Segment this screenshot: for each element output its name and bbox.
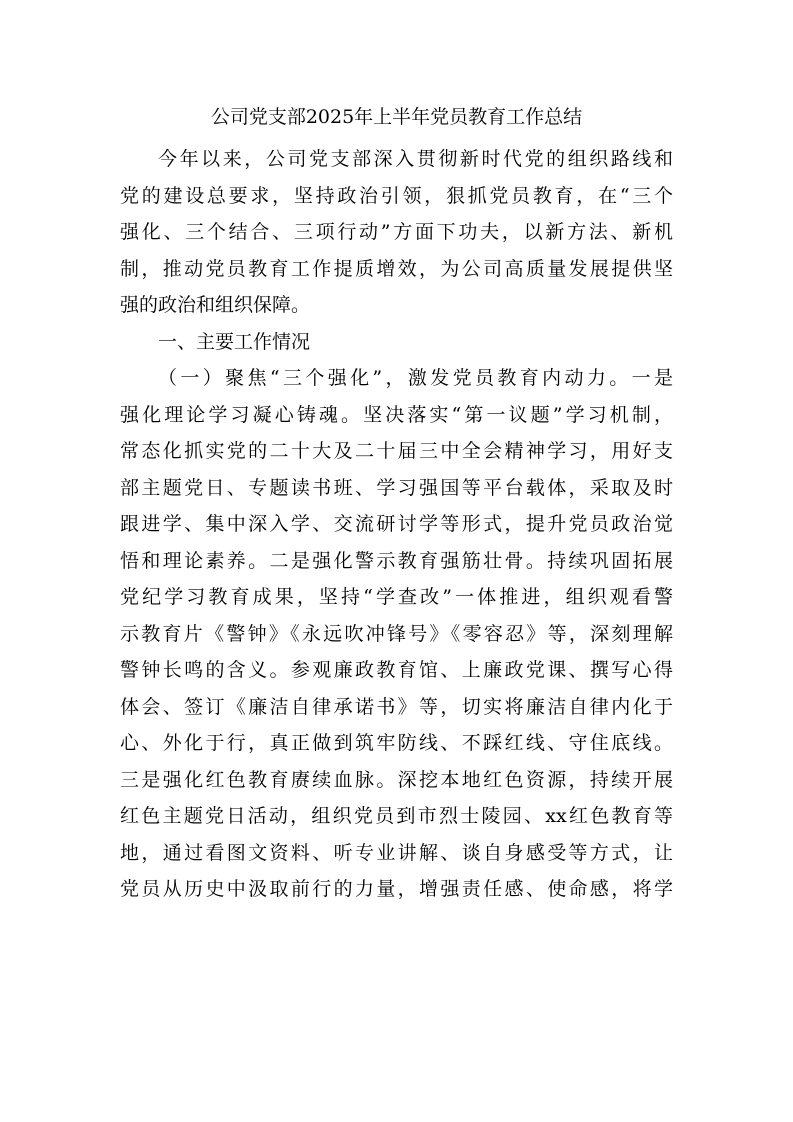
paragraph-line: （一）聚焦“三个强化”，激发党员教育内动力。一是	[158, 367, 673, 389]
paragraph-line: 强的政治和组织保障。	[120, 294, 311, 316]
paragraph-line: 悟和理论素养。二是强化警示教育强筋壮骨。持续巩固拓展	[120, 549, 673, 572]
paragraph-line: 强化理论学习凝心铸魂。坚决落实“第一议题”学习机制，	[120, 403, 673, 426]
paragraph-line: 心、外化于行，真正做到筑牢防线、不踩红线、守住底线。	[120, 732, 673, 754]
paragraph-line: 强化、三个结合、三项行动”方面下功夫，以新方法、新机	[120, 221, 673, 243]
paragraph-line: 制，推动党员教育工作提质增效，为公司高质量发展提供坚	[120, 257, 673, 280]
paragraph-line: 党的建设总要求，坚持政治引领，狠抓党员教育，在“三个	[120, 184, 673, 207]
paragraph-line: 示教育片《警钟》《永远吹冲锋号》《零容忍》等，深刻理解	[120, 622, 673, 645]
paragraph-line: 部主题党日、专题读书班、学习强国等平台载体，采取及时	[120, 476, 673, 499]
paragraph-line: 党纪学习教育成果，坚持“学查改”一体推进，组织观看警	[120, 586, 673, 608]
document-body	[120, 141, 673, 908]
paragraph-line: 体会、签订《廉洁自律承诺书》等，切实将廉洁自律内化于	[120, 695, 673, 718]
paragraph-line: 三是强化红色教育赓续血脉。深挖本地红色资源，持续开展	[120, 768, 673, 791]
document-title: 公司党支部2025年上半年党员教育工作总结	[210, 106, 583, 128]
paragraph-line: 地，通过看图文资料、听专业讲解、谈自身感受等方式，让	[120, 841, 673, 864]
paragraph-line: 跟进学、集中深入学、交流研讨学等形式，提升党员政治觉	[120, 513, 673, 535]
paragraph-line: 党员从历史中汲取前行的力量，增强责任感、使命感，将学	[120, 878, 673, 900]
paragraph-line: 常态化抓实党的二十大及二十届三中全会精神学习，用好支	[120, 440, 673, 462]
paragraph-line: 红色主题党日活动，组织党员到市烈士陵园、xx红色教育等	[120, 805, 673, 827]
paragraph-line: 警钟长鸣的含义。参观廉政教育馆、上廉政党课、撰写心得	[120, 659, 673, 681]
paragraph-line: 今年以来，公司党支部深入贯彻新时代党的组织路线和	[158, 148, 673, 170]
section-heading: 一、主要工作情况	[158, 330, 311, 353]
